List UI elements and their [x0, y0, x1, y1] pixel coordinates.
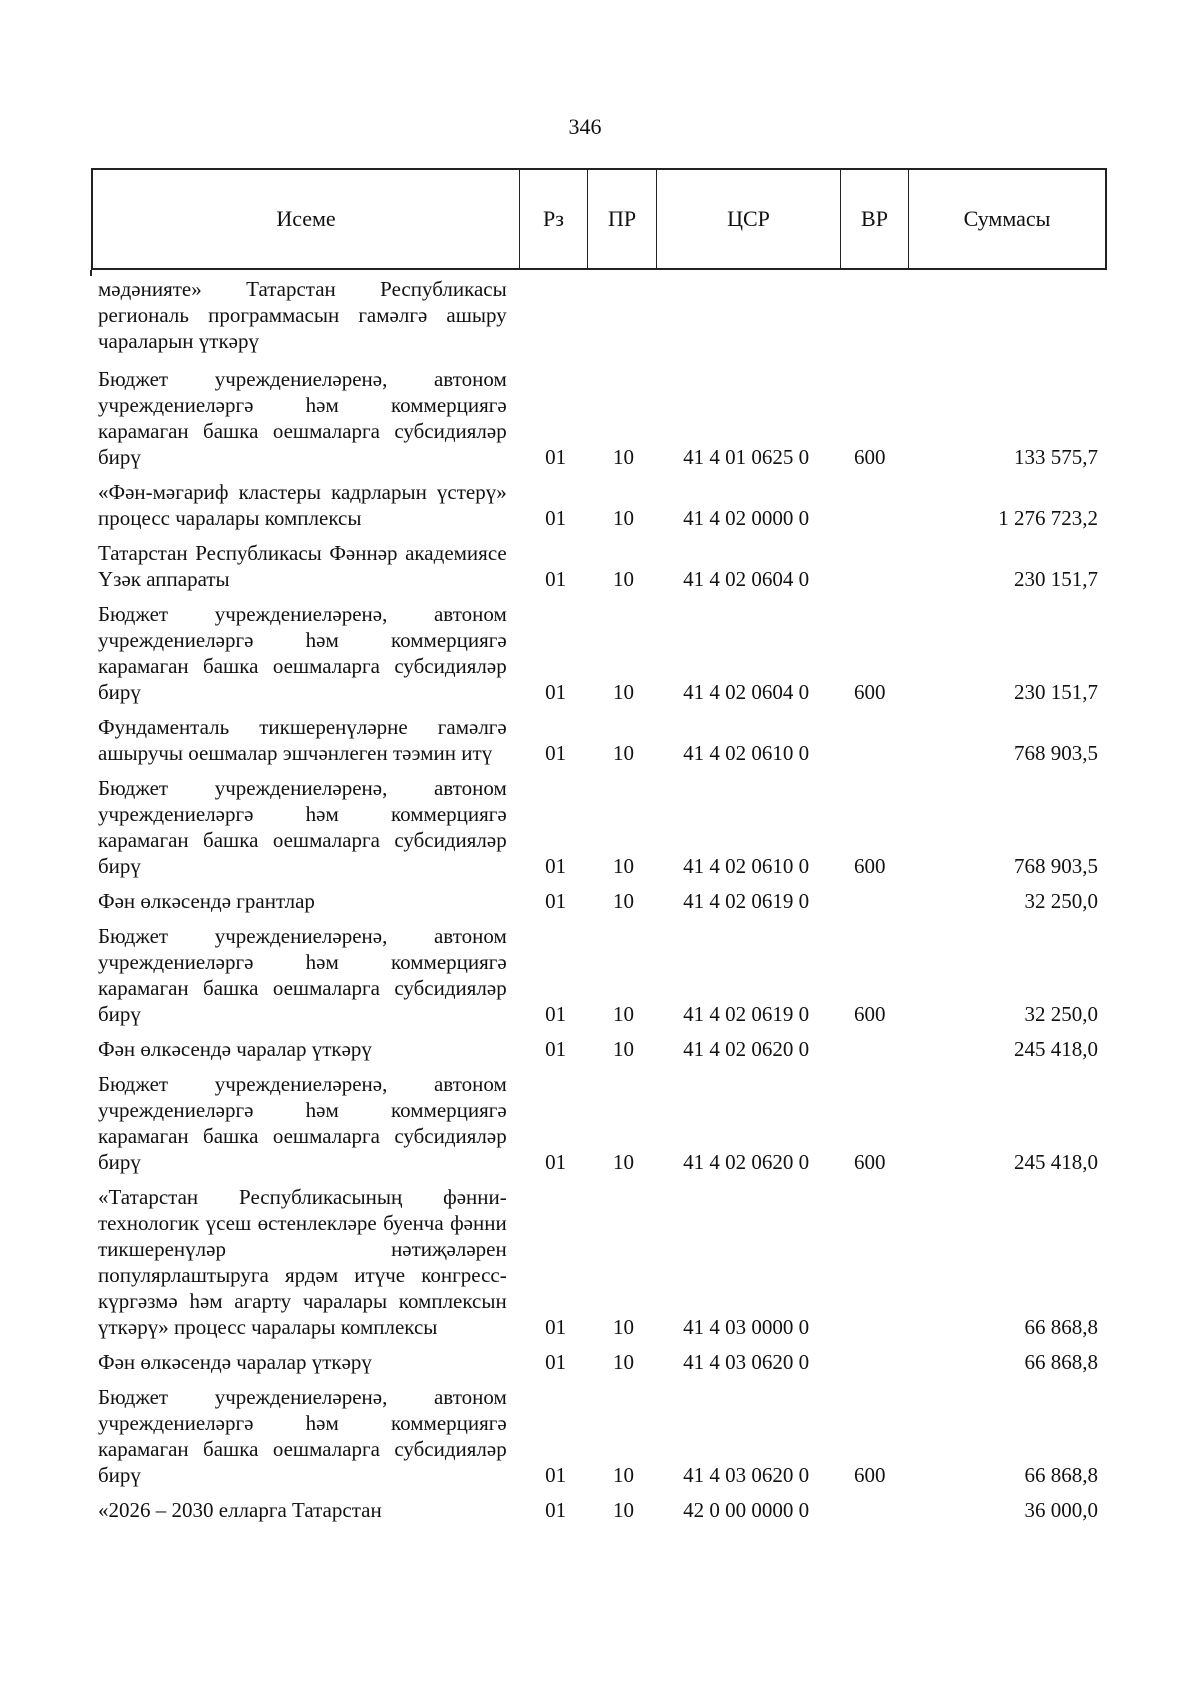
- row-csr: 41 4 02 0000 0: [683, 506, 810, 530]
- row-pr: 10: [612, 1463, 634, 1487]
- row-csr: 41 4 03 0620 0: [683, 1463, 810, 1487]
- row-name: «2026 – 2030 елларга Татарстан: [98, 1498, 382, 1522]
- table-row: [98, 1184, 1098, 1340]
- row-sum: 245 418,0: [1014, 1037, 1098, 1061]
- row-rz: 01: [545, 1002, 567, 1026]
- row-rz: 01: [545, 1315, 567, 1339]
- row-rz: 01: [545, 1037, 567, 1061]
- row-pr: 10: [612, 567, 634, 591]
- table-row: [98, 479, 1098, 531]
- table-row: [98, 1071, 1098, 1175]
- header-sum: Суммасы: [963, 206, 1051, 231]
- row-name: Бюджет учреждениеләренә, автоном учреждениеләргә һәм коммерциягә карамаган башка оешмаларга субсидияләр бирү: [98, 924, 507, 1026]
- row-rz: 01: [545, 506, 567, 530]
- page-number: 346: [568, 114, 602, 139]
- table-row: [98, 601, 1098, 705]
- row-name: мәдәнияте» Татарстан Республикасы региональ программасын гамәлгә ашыру чараларын үткәрү: [98, 277, 507, 353]
- header-name: Исеме: [93, 170, 520, 268]
- row-name: Бюджет учреждениеләренә, автоном учреждениеләргә һәм коммерциягә карамаган башка оешмаларга субсидияләр бирү: [98, 367, 507, 469]
- header-vr: ВР: [841, 170, 909, 268]
- row-pr: 10: [612, 1002, 634, 1026]
- row-pr: 10: [612, 1037, 634, 1061]
- row-csr: 41 4 02 0620 0: [683, 1037, 810, 1061]
- row-rz: 01: [545, 1150, 567, 1174]
- row-sum: 66 868,8: [1024, 1315, 1098, 1339]
- table-row: [98, 1036, 1098, 1062]
- row-csr: 41 4 02 0619 0: [683, 1002, 810, 1026]
- row-rz: 01: [545, 889, 567, 913]
- row-pr: 10: [612, 1315, 634, 1339]
- row-csr: 41 4 02 0610 0: [683, 854, 810, 878]
- table-row: [98, 276, 1098, 354]
- row-pr: 10: [612, 1498, 634, 1522]
- table-row: [98, 888, 1098, 914]
- table-row: [98, 366, 1098, 470]
- row-csr: 41 4 02 0610 0: [683, 741, 810, 765]
- row-sum: 66 868,8: [1024, 1463, 1098, 1487]
- row-sum: 768 903,5: [1014, 741, 1098, 765]
- row-rz: 01: [545, 1463, 567, 1487]
- table-row: [98, 1349, 1098, 1375]
- row-csr: 41 4 02 0620 0: [683, 1150, 810, 1174]
- row-vr: 600: [853, 1150, 886, 1174]
- row-sum: 230 151,7: [1014, 567, 1098, 591]
- table-row: [98, 1497, 1098, 1523]
- row-name: Бюджет учреждениеләренә, автоном учреждениеләргә һәм коммерциягә карамаган башка оешмаларга субсидияләр бирү: [98, 776, 507, 878]
- row-csr: 41 4 03 0000 0: [683, 1315, 810, 1339]
- row-name: Бюджет учреждениеләренә, автоном учреждениеләргә һәм коммерциягә карамаган башка оешмаларга субсидияләр бирү: [98, 1385, 507, 1487]
- table-row: [98, 923, 1098, 1027]
- row-sum: 1 276 723,2: [998, 506, 1098, 530]
- table-body: [98, 276, 1098, 1532]
- row-rz: 01: [545, 854, 567, 878]
- row-rz: 01: [545, 741, 567, 765]
- row-name: «Татарстан Республикасының фәнни-технологик үсеш өстенлекләре буенча фәнни тикшеренүләр нәтиҗәләрен популярлаштыруга ярдәм итүче конгресс-күргәзмә һәм агарту чаралары комплексын үткәрү» процесс чаралары комплексы: [98, 1185, 507, 1339]
- table-left-edge: [90, 270, 92, 276]
- row-sum: 66 868,8: [1024, 1350, 1098, 1374]
- row-csr: 41 4 03 0620 0: [683, 1350, 810, 1374]
- table-row: [98, 714, 1098, 766]
- row-sum: 32 250,0: [1024, 1002, 1098, 1026]
- row-name: Бюджет учреждениеләренә, автоном учреждениеләргә һәм коммерциягә карамаган башка оешмаларга субсидияләр бирү: [98, 602, 507, 704]
- row-pr: 10: [612, 445, 634, 469]
- row-rz: 01: [545, 1498, 567, 1522]
- table-row: [98, 1384, 1098, 1488]
- row-sum: 245 418,0: [1014, 1150, 1098, 1174]
- row-vr: 600: [853, 445, 886, 469]
- table-header: [91, 168, 1107, 270]
- row-pr: 10: [612, 1150, 634, 1174]
- row-name: Фән өлкәсендә грантлар: [98, 889, 315, 913]
- table-row: [98, 540, 1098, 592]
- row-vr: 600: [853, 680, 886, 704]
- row-csr: 41 4 02 0604 0: [683, 680, 810, 704]
- row-vr: 600: [853, 1002, 886, 1026]
- row-sum: 133 575,7: [1014, 445, 1098, 469]
- row-pr: 10: [612, 741, 634, 765]
- row-csr: 41 4 02 0619 0: [683, 889, 810, 913]
- table-row: [98, 775, 1098, 879]
- row-rz: 01: [545, 1350, 567, 1374]
- row-rz: 01: [545, 680, 567, 704]
- row-vr: 600: [853, 854, 886, 878]
- header-rz: Рз: [520, 170, 588, 268]
- row-vr: 600: [853, 1463, 886, 1487]
- header-csr: ЦСР: [657, 170, 841, 268]
- row-pr: 10: [612, 854, 634, 878]
- row-name: Бюджет учреждениеләренә, автоном учреждениеләргә һәм коммерциягә карамаган башка оешмаларга субсидияләр бирү: [98, 1072, 507, 1174]
- row-csr: 42 0 00 0000 0: [683, 1498, 810, 1522]
- row-name: «Фән-мәгариф кластеры кадрларын үстерү» процесс чаралары комплексы: [98, 480, 507, 530]
- row-pr: 10: [612, 506, 634, 530]
- row-name: Фән өлкәсендә чаралар үткәрү: [98, 1037, 372, 1061]
- row-pr: 10: [612, 889, 634, 913]
- row-pr: 10: [612, 680, 634, 704]
- row-pr: 10: [612, 1350, 634, 1374]
- row-rz: 01: [545, 567, 567, 591]
- row-rz: 01: [545, 445, 567, 469]
- row-sum: 36 000,0: [1024, 1498, 1098, 1522]
- header-pr: ПР: [588, 170, 657, 268]
- row-sum: 230 151,7: [1014, 680, 1098, 704]
- row-sum: 32 250,0: [1024, 889, 1098, 913]
- row-name: Фундаменталь тикшеренүләрне гамәлгә ашыручы оешмалар эшчәнлеген тәэмин итү: [98, 715, 507, 765]
- row-csr: 41 4 02 0604 0: [683, 567, 810, 591]
- row-name: Фән өлкәсендә чаралар үткәрү: [98, 1350, 372, 1374]
- row-sum: 768 903,5: [1014, 854, 1098, 878]
- row-name: Татарстан Республикасы Фәннәр академиясе Үзәк аппараты: [98, 541, 507, 591]
- row-csr: 41 4 01 0625 0: [683, 445, 810, 469]
